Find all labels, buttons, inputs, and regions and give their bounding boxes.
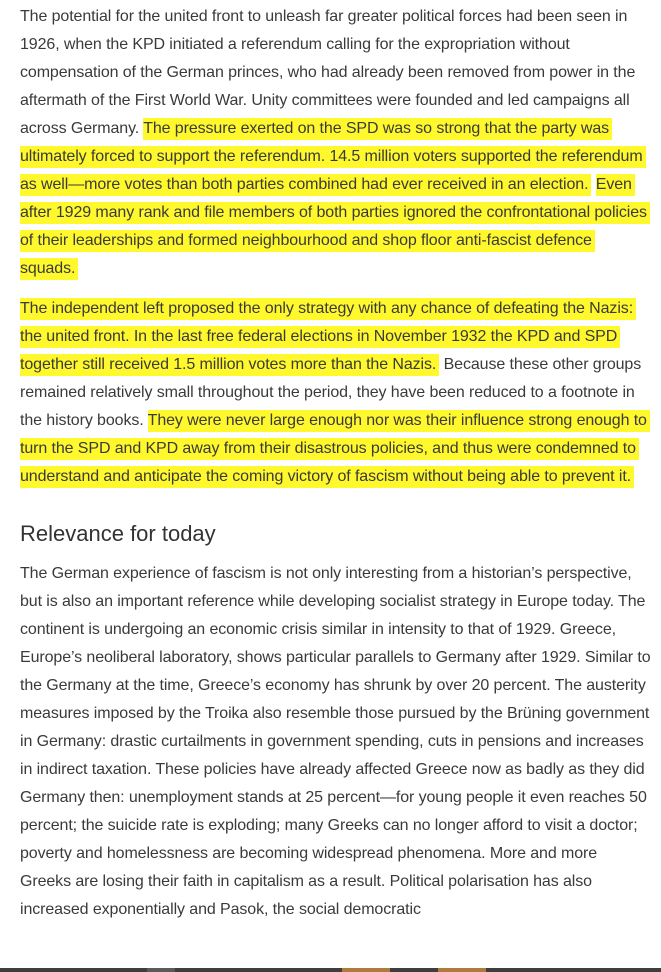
paragraph-independent-left xyxy=(20,295,652,491)
article-body xyxy=(20,3,652,924)
highlighted-passage: They were never large enough nor was their influence strong enough to turn the SPD and KPD away from their disastrous policies, and thus were condemned to understand and anticipate the coming victory of fascism without being able to prevent it. xyxy=(20,410,650,488)
highlighted-passage: The independent left proposed the only strategy with any chance of defeating the Nazis: the united front. In the last free federal elections in November 1932 the KPD and SPD together still received 1.5 million votes more than the Nazis. xyxy=(20,298,636,376)
toolbar-tab[interactable] xyxy=(342,968,390,972)
highlighted-passage: Even after 1929 many rank and file members of both parties ignored the confrontational policies of their leaderships and formed neighbourhood and shop floor anti-fascist defence squads. xyxy=(20,174,650,280)
section-heading: Relevance for today xyxy=(20,521,216,546)
paragraph-text: The potential for the united front to unleash far greater political forces had been seen in 1926, when the KPD initiated a referendum calling for the expropriation without compensation of the German princes, who had already been removed from power in the aftermath of the First World War. Unity committees were founded and led campaigns all across Germany. xyxy=(20,8,636,137)
toolbar-tab[interactable] xyxy=(438,968,486,972)
toolbar-tab[interactable] xyxy=(147,968,175,972)
highlighted-passage: The pressure exerted on the SPD was so strong that the party was ultimately forced to support the referendum. 14.5 million voters supported the referendum as well—more votes than both parties combined had ever received in an election. xyxy=(20,118,646,196)
paragraph-text: Because these other groups remained relatively small throughout the period, they have been reduced to a footnote in the history books. xyxy=(20,356,642,429)
bottom-toolbar-strip xyxy=(0,968,661,972)
paragraph-relevance-today: The German experience of fascism is not only interesting from a historian’s perspective, but is also an important reference while developing socialist strategy in Europe today. The continent is undergoing an economic crisis similar in intensity to that of 1929. Greece, Europe’s neoliberal laboratory, shows particular parallels to Germany after 1929. Similar to the Germany at the time, Greece’s economy has shrunk by over 20 percent. The austerity measures imposed by the Troika also resemble those pursued by the Brüning government in Germany: drastic curtailments in government spending, cuts in pensions and increases in indirect taxation. These policies have already affected Greece now as badly as they did Germany then: unemployment stands at 25 percent—for young people it even reaches 50 percent; the suicide rate is exploding; many Greeks can no longer afford to visit a doctor; poverty and homelessness are becoming widespread phenomena. More and more Greeks are losing their faith in capitalism as a result. Political polarisation has also increased exponentially and Pasok, the social democratic xyxy=(20,565,651,918)
paragraph-united-front-1926 xyxy=(20,3,652,283)
